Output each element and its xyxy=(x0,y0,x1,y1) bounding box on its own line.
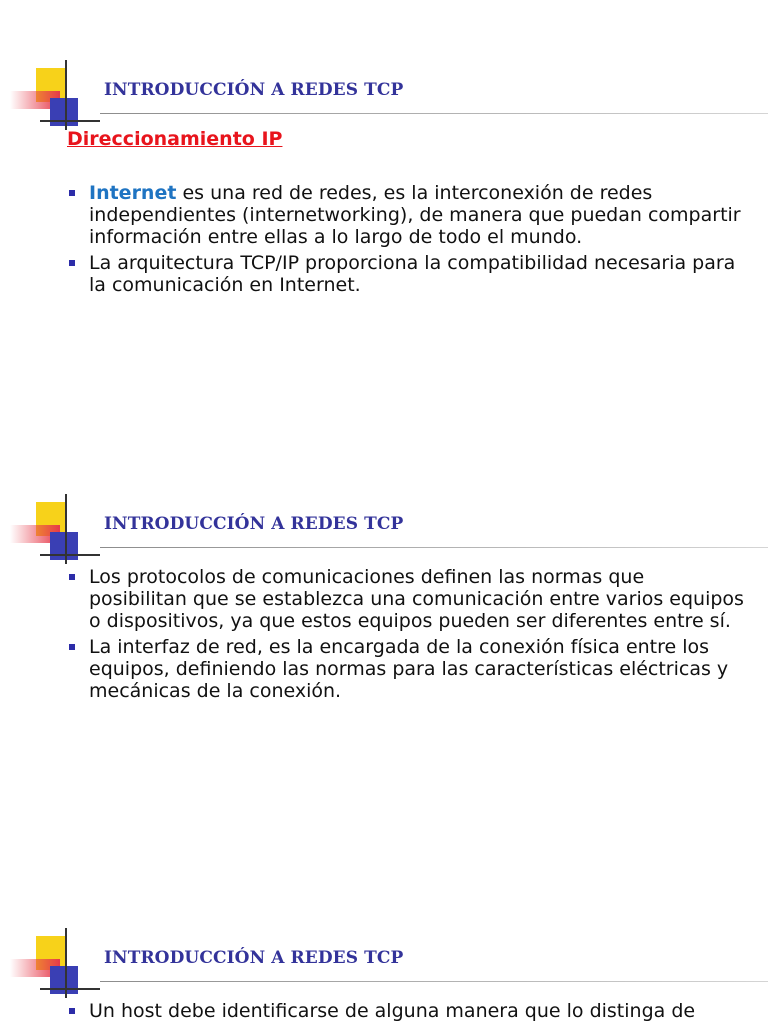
bullet-list xyxy=(66,182,746,300)
bullet-list xyxy=(66,1000,746,1026)
bullet-text: Los protocolos de comunicaciones definen las normas que posibilitan que se establezca una comunicación entre varios equipos o dispositivos, ya que estos equipos pueden ser diferentes entre sí. xyxy=(89,566,744,632)
slide-corner-logo-icon xyxy=(10,494,100,564)
square-bullet-icon xyxy=(69,644,75,650)
header-divider xyxy=(100,981,768,982)
slide-corner-logo-icon xyxy=(10,60,100,130)
slide-header: INTRODUCCIÓN A REDES TCP xyxy=(104,514,404,534)
bullet-text: es una red de redes, es la interconexión de redes independientes (internetworking), de manera que puedan compartir información entre ellas a lo largo de todo el mundo. xyxy=(89,182,741,248)
header-divider xyxy=(100,547,768,548)
bullet-text: Un host debe identificarse de alguna manera que lo distinga de xyxy=(89,1000,696,1022)
square-bullet-icon xyxy=(69,260,75,266)
slide-corner-logo-icon xyxy=(10,928,100,998)
header-divider xyxy=(100,113,768,114)
bullet-item xyxy=(66,252,746,296)
slide-header: INTRODUCCIÓN A REDES TCP xyxy=(104,948,404,968)
bullet-item xyxy=(66,566,746,632)
bullet-text: La interfaz de red, es la encargada de la conexión física entre los equipos, definiendo las normas para las características eléctricas y mecánicas de la conexión. xyxy=(89,636,729,702)
square-bullet-icon xyxy=(69,574,75,580)
bullet-keyword: Internet xyxy=(89,182,177,204)
square-bullet-icon xyxy=(69,1008,75,1014)
bullet-item xyxy=(66,636,746,702)
bullet-item xyxy=(66,182,746,248)
bullet-text: La arquitectura TCP/IP proporciona la compatibilidad necesaria para la comunicación en Internet. xyxy=(89,252,736,296)
slide-subtitle: Direccionamiento IP xyxy=(67,128,283,150)
bullet-list xyxy=(66,566,746,706)
slide-header: INTRODUCCIÓN A REDES TCP xyxy=(104,80,404,100)
bullet-item xyxy=(66,1000,746,1022)
square-bullet-icon xyxy=(69,190,75,196)
